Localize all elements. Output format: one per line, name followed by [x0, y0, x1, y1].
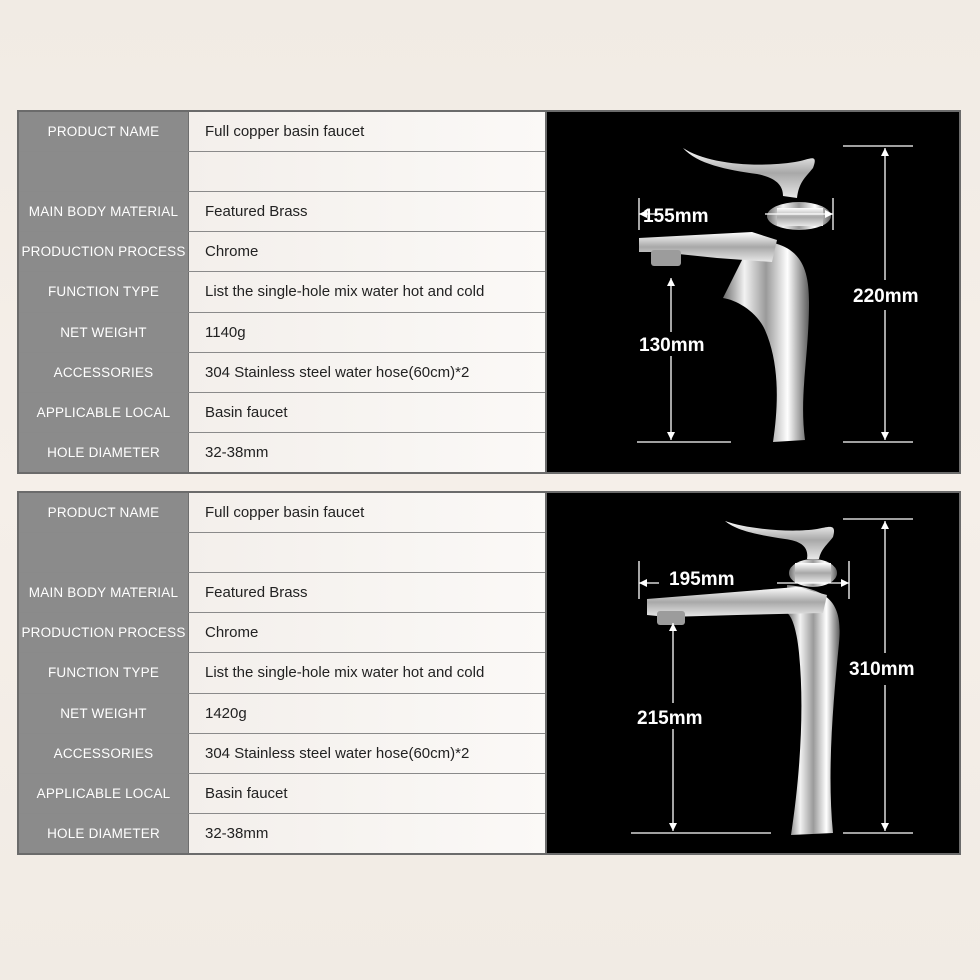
row-value: Full copper basin faucet [189, 112, 545, 151]
faucet-tall-image [547, 493, 959, 853]
row-value: List the single-hole mix water hot and cold [189, 272, 545, 311]
row-label: FUNCTION TYPE [19, 653, 189, 692]
row-label: ACCESSORIES [19, 734, 189, 773]
row-label: NET WEIGHT [19, 313, 189, 352]
row-label: PRODUCTION PROCESS [19, 232, 189, 271]
table-row [19, 433, 545, 472]
faucet-body [787, 585, 840, 835]
table-row [19, 393, 545, 433]
spec-panel-short-faucet [17, 110, 961, 474]
row-label: HOLE DIAMETER [19, 814, 189, 853]
row-label: ACCESSORIES [19, 353, 189, 392]
spec-table [19, 112, 545, 472]
dimension-height-label: 310mm [849, 659, 915, 680]
table-row [19, 533, 545, 573]
row-value: 1420g [189, 694, 545, 733]
row-value: 1140g [189, 313, 545, 352]
row-label: PRODUCTION PROCESS [19, 613, 189, 652]
row-value: List the single-hole mix water hot and cold [189, 653, 545, 692]
table-row [19, 774, 545, 814]
table-row [19, 313, 545, 353]
row-value: Featured Brass [189, 192, 545, 231]
faucet-body [723, 240, 809, 442]
row-label: APPLICABLE LOCAL [19, 393, 189, 432]
row-label: PRODUCT NAME [19, 493, 189, 532]
row-value: 304 Stainless steel water hose(60cm)*2 [189, 353, 545, 392]
row-value [189, 533, 545, 572]
spec-panel-tall-faucet [17, 491, 961, 855]
table-row [19, 694, 545, 734]
table-row [19, 573, 545, 613]
dimension-reach-label: 155mm [643, 206, 709, 227]
dimension-reach-label: 195mm [669, 569, 735, 590]
table-row [19, 734, 545, 774]
dimension-spout-height-label: 130mm [639, 335, 705, 356]
row-value [189, 152, 545, 191]
dimension-height-label: 220mm [853, 286, 919, 307]
row-value: Featured Brass [189, 573, 545, 612]
row-value: Basin faucet [189, 774, 545, 813]
row-value: Chrome [189, 232, 545, 271]
faucet-photo-tall [545, 493, 959, 853]
row-value: Basin faucet [189, 393, 545, 432]
faucet-handle [683, 148, 815, 198]
table-row [19, 112, 545, 152]
faucet-short-image [547, 112, 959, 472]
table-row [19, 152, 545, 192]
row-value: Chrome [189, 613, 545, 652]
table-row [19, 814, 545, 853]
row-value: 304 Stainless steel water hose(60cm)*2 [189, 734, 545, 773]
spec-table [19, 493, 545, 853]
row-label [19, 533, 189, 572]
table-row [19, 353, 545, 393]
table-row [19, 493, 545, 533]
table-row [19, 272, 545, 312]
row-label: MAIN BODY MATERIAL [19, 192, 189, 231]
table-row [19, 613, 545, 653]
dimension-spout-height-label: 215mm [637, 708, 703, 729]
row-label: HOLE DIAMETER [19, 433, 189, 472]
row-value: Full copper basin faucet [189, 493, 545, 532]
row-label: PRODUCT NAME [19, 112, 189, 151]
row-label: NET WEIGHT [19, 694, 189, 733]
row-label: APPLICABLE LOCAL [19, 774, 189, 813]
row-label [19, 152, 189, 191]
table-row [19, 232, 545, 272]
table-row [19, 653, 545, 693]
row-label: FUNCTION TYPE [19, 272, 189, 311]
faucet-photo-short [545, 112, 959, 472]
row-label: MAIN BODY MATERIAL [19, 573, 189, 612]
row-value: 32-38mm [189, 433, 545, 472]
faucet-handle [725, 521, 834, 559]
row-value: 32-38mm [189, 814, 545, 853]
table-row [19, 192, 545, 232]
